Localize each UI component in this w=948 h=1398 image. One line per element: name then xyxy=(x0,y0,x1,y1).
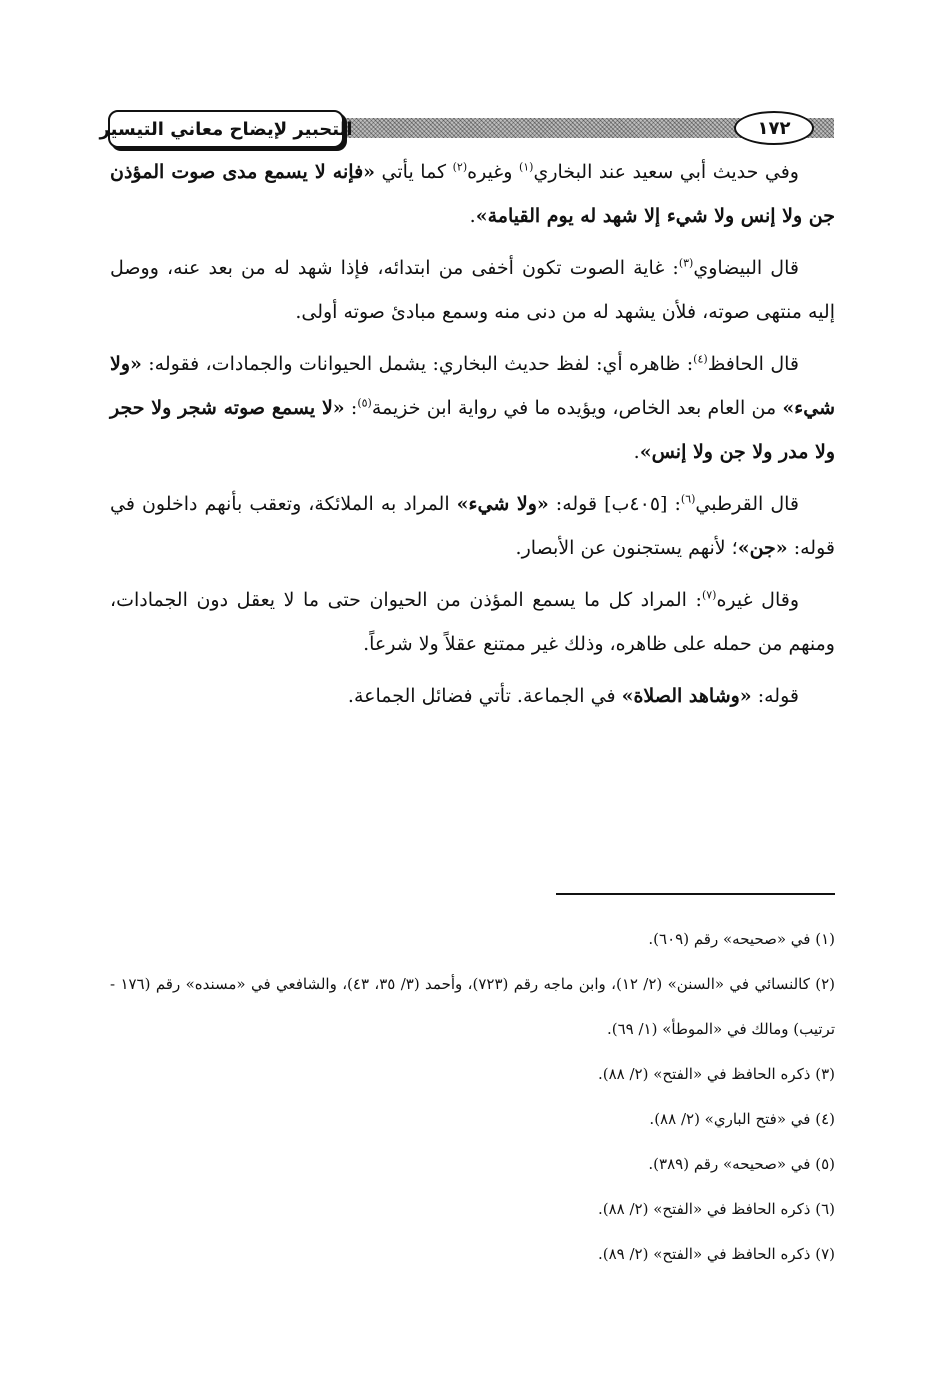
text-run: . xyxy=(633,441,640,463)
footnotes xyxy=(110,917,835,1277)
paragraph-1 xyxy=(110,150,835,238)
text-run: كما يأتي xyxy=(375,161,453,183)
footnote-7: (٧) ذكره الحافظ في «الفتح» (٢/ ٨٩). xyxy=(597,1245,835,1263)
text-run: وقال غيره xyxy=(716,589,800,611)
footnote-ref[interactable]: (١) xyxy=(518,160,534,174)
main-text xyxy=(110,150,835,726)
text-run: : المراد كل ما يسمع المؤذن من الحيوان حتى ما لا يعقل دون الجمادات، ومنهم من حمله على ظاهره، وذلك غير ممتنع عقلاً ولا شرعاً. xyxy=(110,589,835,655)
footnote-ref[interactable]: (٥) xyxy=(357,396,372,410)
footnote-ref[interactable]: (٢) xyxy=(452,160,468,174)
text-run: . xyxy=(469,205,476,227)
page-number: ١٧٢ xyxy=(757,117,791,139)
text-run: في الجماعة. تأتي فضائل الجماعة. xyxy=(347,685,622,707)
running-header xyxy=(99,110,834,146)
hadith-quote: «فإنه لا يسمع مدى صوت المؤذن جن ولا إنس ولا شيء إلا شهد له يوم القيامة» xyxy=(110,161,835,227)
text-run: وغيره xyxy=(467,161,519,183)
text-run: قوله: xyxy=(751,685,799,707)
text-run: : xyxy=(344,397,358,419)
text-run: المراد به الملائكة، وتعقب بأنهم داخلون في قوله: xyxy=(110,493,835,559)
footnote-ref[interactable]: (٣) xyxy=(678,256,694,270)
hadith-quote: «ولا شيء» xyxy=(110,353,835,419)
paragraph-5 xyxy=(110,578,835,666)
footnote-separator xyxy=(556,893,835,895)
paragraph-4 xyxy=(110,482,835,570)
text-run: : ظاهره أي: لفظ حديث البخاري: يشمل الحيوانات والجمادات، فقوله: xyxy=(141,353,694,375)
footnote-5: (٥) في «صحيحه» رقم (٣٨٩). xyxy=(648,1155,835,1173)
paragraph-2 xyxy=(110,246,835,334)
header-title-frame xyxy=(99,110,353,148)
page-number-frame xyxy=(734,111,814,145)
footnote-3: (٣) ذكره الحافظ في «الفتح» (٢/ ٨٨). xyxy=(597,1065,835,1083)
footnote-ref[interactable]: (٦) xyxy=(680,492,696,506)
text-run: : [٤٠٥ب] قوله: xyxy=(548,493,681,515)
text-run: وفي حديث أبي سعيد عند البخاري xyxy=(533,161,799,183)
footnote-6: (٦) ذكره الحافظ في «الفتح» (٢/ ٨٨). xyxy=(597,1200,835,1218)
hadith-quote: «جن» xyxy=(737,537,788,559)
text-run: قال البيضاوي xyxy=(693,257,799,279)
footnote-2: (٢) كالنسائي في «السنن» (٢/ ١٢)، وابن ماجه رقم (٧٢٣)، وأحمد (٣/ ٣٥، ٤٣)، والشافعي في «مسنده» رقم (١٧٦ - ترتيب) ومالك في «الموطأ» (١/ ٦٩). xyxy=(110,975,836,1038)
paragraph-6 xyxy=(110,674,835,718)
hadith-quote: «ولا شيء» xyxy=(456,493,549,515)
footnote-1: (١) في «صحيحه» رقم (٦٠٩). xyxy=(648,930,835,948)
footnote-4: (٤) في «فتح الباري» (٢/ ٨٨). xyxy=(649,1110,835,1128)
text-run: قال الحافظ xyxy=(707,353,799,375)
footnote-ref[interactable]: (٤) xyxy=(693,352,708,366)
paragraph-3 xyxy=(110,342,835,474)
hadith-quote: «لا يسمع صوته شجر ولا حجر ولا مدر ولا جن ولا إنس» xyxy=(110,397,835,463)
footnote-ref[interactable]: (٧) xyxy=(701,588,717,602)
text-run: قال القرطبي xyxy=(695,493,799,515)
text-run: ؛ لأنهم يستجنون عن الأبصار. xyxy=(515,537,738,559)
text-run: : غاية الصوت تكون أخفى من ابتدائه، فإذا شهد له من بعد عنه، ووصل إليه منتهى صوته، فلأن يشهد له من دنى منه وسمع مبادئ صوته أولى. xyxy=(110,257,835,323)
book-title: التحبير لإيضاح معاني التيسير xyxy=(99,118,353,140)
hadith-quote: «وشاهد الصلاة» xyxy=(621,685,752,707)
text-run: من العام بعد الخاص، ويؤيده ما في رواية ابن خزيمة xyxy=(371,397,783,419)
